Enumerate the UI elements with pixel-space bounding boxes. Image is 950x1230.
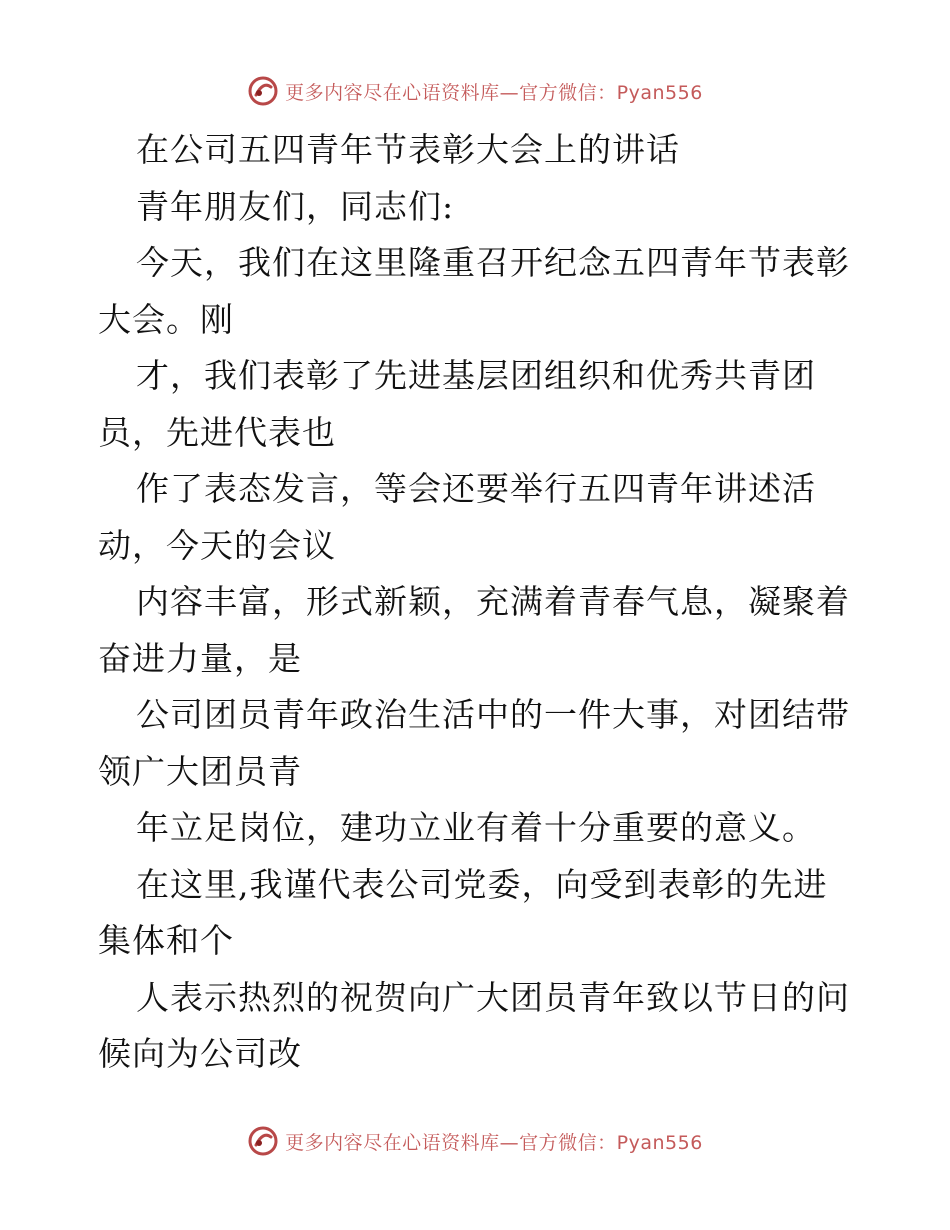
paragraph-line: 员，先进代表也: [98, 412, 336, 452]
brand-logo-icon: [247, 1125, 279, 1157]
header-watermark-banner: [0, 71, 950, 111]
brand-logo-icon: [247, 75, 279, 107]
paragraph-line: 才，我们表彰了先进基层团组织和优秀共青团: [136, 356, 816, 395]
paragraph-line: 大会。刚: [98, 299, 234, 339]
paragraph-line: 人表示热烈的祝贺向广大团员青年致以节日的问: [136, 977, 850, 1017]
paragraph-line: 领广大团员青: [98, 751, 302, 791]
paragraph-line: 青年朋友们，同志们:: [136, 186, 455, 226]
paragraph-line: 奋进力量，是: [98, 638, 302, 678]
paragraph-line: 在这里,我谨代表公司党委，向受到表彰的先进: [136, 864, 828, 904]
paragraph-line: 集体和个: [98, 921, 234, 960]
footer-watermark-banner: [0, 1121, 950, 1161]
header-banner-text: 更多内容尽在心语资料库—官方微信：Pyan556: [285, 81, 703, 104]
paragraph-line: 内容丰富，形式新颖，充满着青春气息，凝聚着: [136, 582, 850, 621]
footer-banner-text: 更多内容尽在心语资料库—官方微信：Pyan556: [285, 1131, 703, 1154]
paragraph-line: 候向为公司改: [98, 1034, 302, 1073]
paragraph-line: 公司团员青年政治生活中的一件大事，对团结带: [136, 695, 850, 734]
paragraph-line: 年立足岗位，建功立业有着十分重要的意义。: [136, 808, 816, 847]
paragraph-line: 在公司五四青年节表彰大会上的讲话: [136, 130, 680, 169]
paragraph-line: 作了表态发言，等会还要举行五四青年讲述活: [136, 469, 816, 508]
document-body: [98, 122, 858, 1083]
paragraph-line: 今天，我们在这里隆重召开纪念五四青年节表彰: [136, 243, 850, 282]
paragraph-line: 动，今天的会议: [98, 525, 336, 565]
